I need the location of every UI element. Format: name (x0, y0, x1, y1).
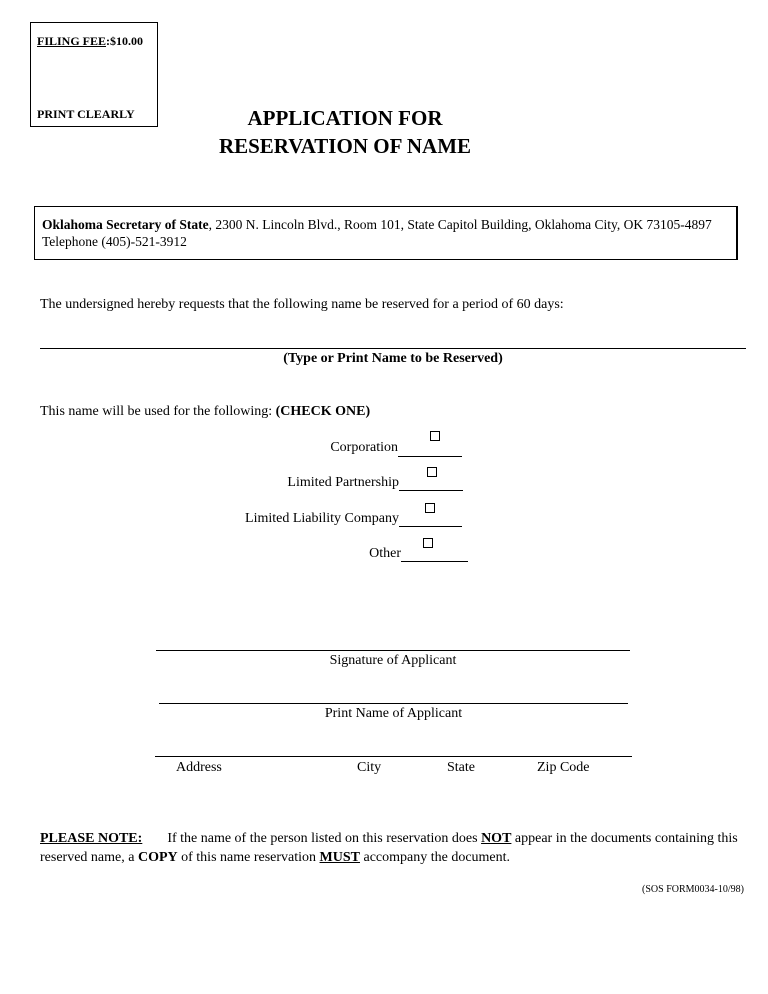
form-title-line1: APPLICATION FOR (247, 106, 443, 130)
checkbox-limited-partnership[interactable] (427, 467, 437, 477)
option-line-other (401, 561, 468, 562)
city-caption: City (357, 760, 382, 775)
address-caption: Address (176, 760, 222, 775)
office-address (42, 216, 712, 250)
signature-caption: Signature of Applicant (329, 653, 457, 668)
office-name: Oklahoma Secretary of State (42, 217, 209, 232)
print-name-caption: Print Name of Applicant (324, 706, 463, 721)
option-line-corporation (398, 456, 462, 457)
checkbox-limited-liability-company[interactable] (425, 503, 435, 513)
option-line-limited-partnership (399, 490, 463, 491)
reserved-name-field[interactable] (40, 348, 746, 349)
print-clearly-label: PRINT CLEARLY (37, 107, 135, 121)
reserved-name-caption: (Type or Print Name to be Reserved) (283, 351, 503, 366)
option-line-limited-liability-company (399, 526, 462, 527)
checkbox-other[interactable] (423, 538, 433, 548)
address-field[interactable] (155, 756, 632, 757)
office-telephone: Telephone (405)-521-3912 (42, 234, 187, 249)
form-title-line2: RESERVATION OF NAME (218, 134, 472, 158)
request-statement: The undersigned hereby requests that the following name be reserved for a period of 60 days: (40, 297, 564, 312)
please-note: PLEASE NOTE: If the name of the person listed on this reservation does NOT appear in the documents containing this reserved name, a COPY of this name reservation MUST accompany the document. (40, 831, 738, 865)
filing-fee-label: FILING FEE:$10.00 (37, 34, 144, 48)
usage-prompt: This name will be used for the following: (CHECK ONE) (40, 404, 371, 419)
form-id: (SOS FORM0034-10/98) (642, 884, 744, 895)
option-label-other: Other (369, 546, 401, 561)
option-label-limited-partnership: Limited Partnership (287, 475, 399, 490)
option-label-limited-liability-company: Limited Liability Company (245, 511, 399, 526)
state-caption: State (447, 760, 475, 775)
option-label-corporation: Corporation (330, 440, 398, 455)
signature-field[interactable] (156, 650, 630, 651)
office-street-address: , 2300 N. Lincoln Blvd., Room 101, State Capitol Building, Oklahoma City, OK 73105-4897 (208, 217, 712, 232)
print-name-field[interactable] (159, 703, 628, 704)
checkbox-corporation[interactable] (430, 431, 440, 441)
zip-code-caption: Zip Code (537, 760, 590, 775)
